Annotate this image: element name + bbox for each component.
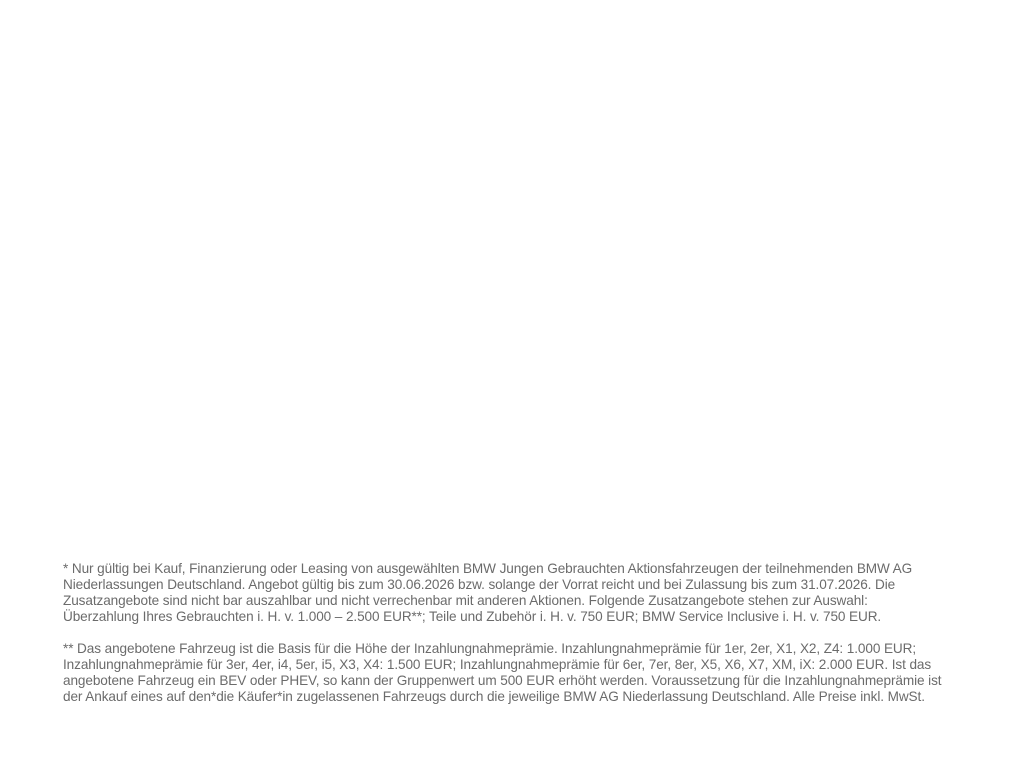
footnote-line: Niederlassungen Deutschland. Angebot gültig bis zum 30.06.2026 bzw. solange der Vorrat reicht und bei Zulassung bis zum 31.07.2026. Die [63, 577, 896, 592]
footnote-line: Überzahlung Ihres Gebrauchten i. H. v. 1.000 – 2.500 EUR**; Teile und Zubehör i. H. v. 750 EUR; BMW Service Inclusive i. H. v. 750 EUR. [63, 609, 882, 624]
legal-footnotes [63, 561, 963, 705]
footnote-line: Inzahlungnahmeprämie für 3er, 4er, i4, 5er, i5, X3, X4: 1.500 EUR; Inzahlungnahmeprämie für 6er, 7er, 8er, X5, X6, X7, XM, iX: 2.000 EUR. Ist das [63, 657, 932, 672]
footnote-double-asterisk [63, 641, 963, 705]
footnote-line: angebotene Fahrzeug ein BEV oder PHEV, so kann der Gruppenwert um 500 EUR erhöht werden. Voraussetzung für die Inzahlungnahmeprämie ist [63, 673, 942, 688]
footnote-line: ** Das angebotene Fahrzeug ist die Basis für die Höhe der Inzahlungnahmeprämie. Inzahlungnahmeprämie für 1er, 2er, X1, X2, Z4: 1.000 EUR; [63, 641, 917, 656]
footnote-single-asterisk [63, 561, 963, 625]
footnote-line: * Nur gültig bei Kauf, Finanzierung oder Leasing von ausgewählten BMW Jungen Gebrauchten Aktionsfahrzeugen der teilnehmenden BMW AG [63, 561, 913, 576]
footnote-line: der Ankauf eines auf den*die Käufer*in zugelassenen Fahrzeugs durch die jeweilige BMW AG Niederlassung Deutschland. Alle Preise inkl. MwSt. [63, 689, 925, 704]
footnote-line: Zusatzangebote sind nicht bar auszahlbar und nicht verrechenbar mit anderen Aktionen. Folgende Zusatzangebote stehen zur Auswahl: [63, 593, 868, 608]
